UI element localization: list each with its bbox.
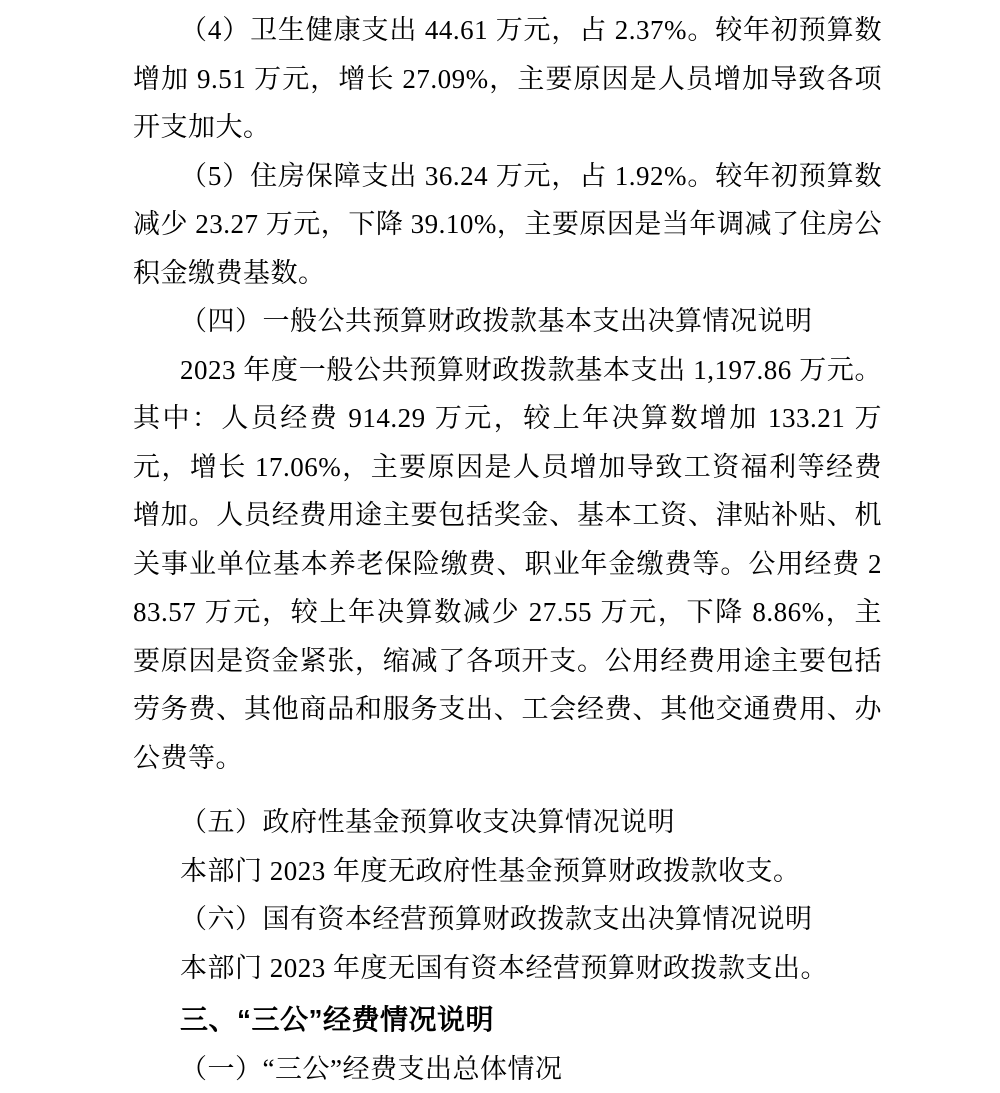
paragraph-basic-expenditure-detail: 2023 年度一般公共预算财政拨款基本支出 1,197.86 万元。其中：人员经费 914.29 万元，较上年决算数增加 133.21 万元，增长 17.06%，主要原因是人员增加导致工资福利等经费增加。人员经费用途主要包括奖金、基本工资、津贴补贴、机关事业单位基本养老保险缴费、职业年金缴费等。公用经费 283.57 万元，较上年决算数减少 27.55 万元，下降 8.86%，主要原因是资金紧张，缩减了各项开支。公用经费用途主要包括劳务费、其他商品和服务支出、工会经费、其他交通费用、办公费等。 <box>133 346 882 783</box>
paragraph-gov-fund: 本部门 2023 年度无政府性基金预算财政拨款收支。 <box>133 847 882 896</box>
heading-section-4-basic-expenditure: （四）一般公共预算财政拨款基本支出决算情况说明 <box>133 297 882 346</box>
heading-section-6-state-capital: （六）国有资本经营预算财政拨款支出决算情况说明 <box>133 895 882 944</box>
paragraph-state-capital: 本部门 2023 年度无国有资本经营预算财政拨款支出。 <box>133 944 882 993</box>
heading-section-5-gov-fund: （五）政府性基金预算收支决算情况说明 <box>133 798 882 847</box>
heading-three-public-funds-overview: （一）“三公”经费支出总体情况 <box>133 1045 882 1093</box>
paragraph-housing-expenditure: （5）住房保障支出 36.24 万元，占 1.92%。较年初预算数减少 23.27 万元，下降 39.10%，主要原因是当年调减了住房公积金缴费基数。 <box>133 152 882 298</box>
paragraph-health-expenditure: （4）卫生健康支出 44.61 万元，占 2.37%。较年初预算数增加 9.51 万元，增长 27.09%，主要原因是人员增加导致各项开支加大。 <box>133 6 882 152</box>
heading-three-public-funds: 三、“三公”经费情况说明 <box>133 996 882 1045</box>
